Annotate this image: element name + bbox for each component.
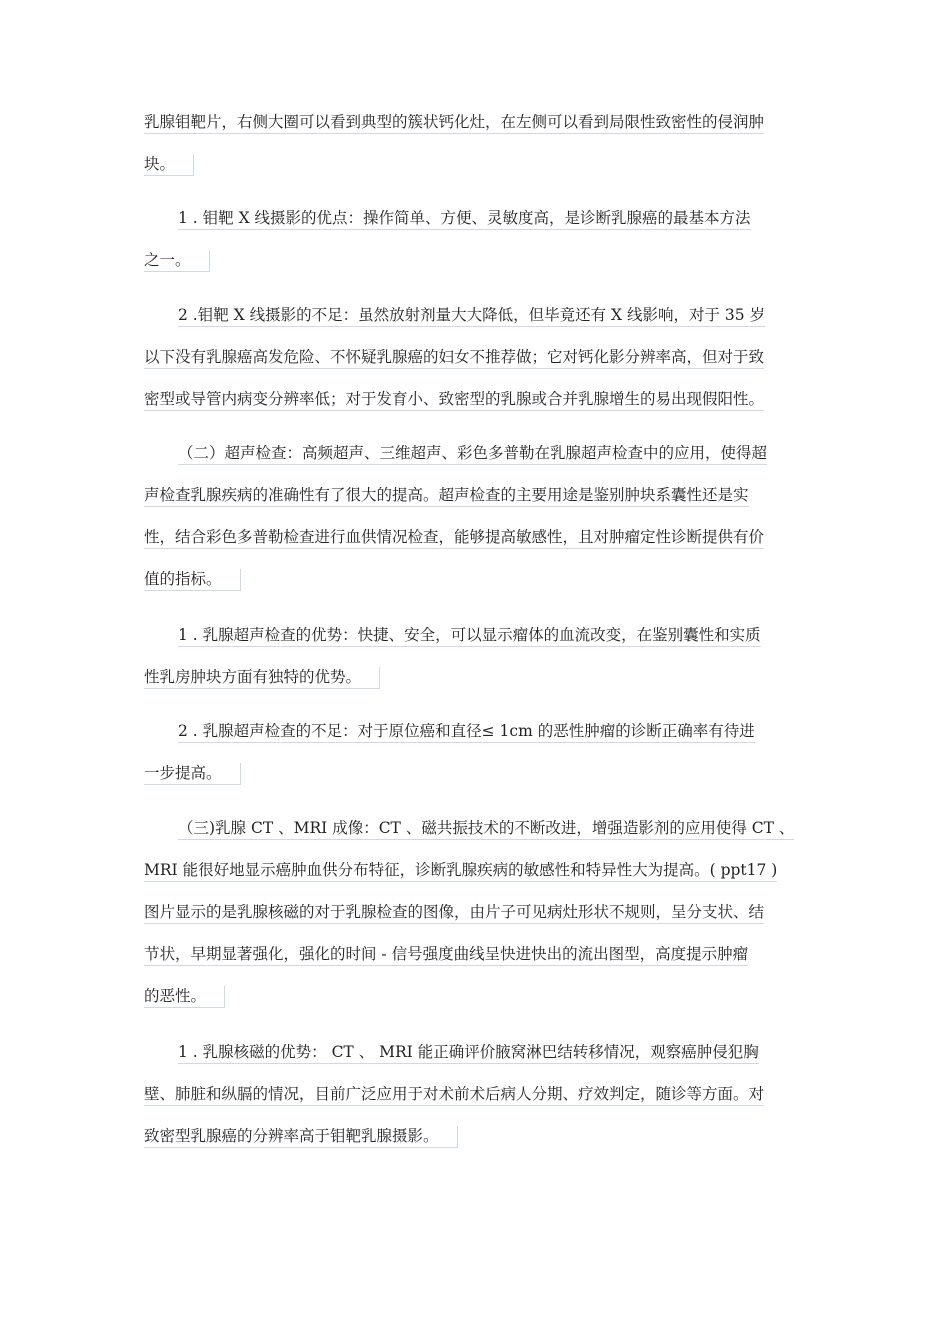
text-line: 节状，早期显著强化，强化的时间 - 信号强度曲线呈快进快出的流出图型，高度提示肿瘤 [144, 933, 794, 975]
text-line: 2 .钼靶 X 线摄影的不足：虽然放射剂量大大降低，但毕竟还有 X 线影响，对于 35 岁 [144, 294, 765, 336]
text-line: 一步提高。 [144, 752, 755, 794]
text-line: 值的指标。 [144, 558, 767, 600]
paragraph-mammography-limitations [144, 294, 765, 420]
text-line: 乳腺钼靶片，右侧大圈可以看到典型的簇状钙化灶，在左侧可以看到局限性致密性的侵润肿 [144, 101, 764, 143]
paragraph-mammography-caption [144, 101, 764, 185]
text-line: 以下没有乳腺癌高发危险、不怀疑乳腺癌的妇女不推荐做；它对钙化影分辨率高，但对于致 [144, 336, 765, 378]
paragraph-ultrasound-advantages [144, 614, 761, 698]
text-line: 性，结合彩色多普勒检查进行血供情况检查，能够提高敏感性，且对肿瘤定性诊断提供有价 [144, 516, 767, 558]
text-line: 之一。 [144, 239, 751, 281]
text-line: 块。 [144, 143, 764, 185]
text-line: MRI 能很好地显示癌肿血供分布特征，诊断乳腺疾病的敏感性和特异性大为提高。( ppt17 ) [144, 849, 794, 891]
text-line: 致密型乳腺癌的分辨率高于钼靶乳腺摄影。 [144, 1115, 764, 1157]
text-line: （三)乳腺 CT 、MRI 成像：CT 、磁共振技术的不断改进，增强造影剂的应用使得 CT 、 [144, 807, 794, 849]
text-line: 1 . 乳腺核磁的优势： CT 、 MRI 能正确评价腋窝淋巴结转移情况，观察癌肿侵犯胸 [144, 1031, 764, 1073]
text-line: 2 . 乳腺超声检查的不足：对于原位癌和直径≤ 1cm 的恶性肿瘤的诊断正确率有待进 [144, 710, 755, 752]
text-line: （二）超声检查：高频超声、三维超声、彩色多普勒在乳腺超声检查中的应用，使得超 [144, 432, 767, 474]
text-line: 图片显示的是乳腺核磁的对于乳腺检查的图像，由片子可见病灶形状不规则，呈分支状、结 [144, 891, 794, 933]
paragraph-mri-advantages [144, 1031, 764, 1157]
text-line: 壁、肺脏和纵膈的情况，目前广泛应用于对术前术后病人分期、疗效判定，随诊等方面。对 [144, 1073, 764, 1115]
text-line: 性乳房肿块方面有独特的优势。 [144, 656, 761, 698]
text-line: 密型或导管内病变分辨率低；对于发育小、致密型的乳腺或合并乳腺增生的易出现假阳性。 [144, 378, 765, 420]
text-line: 1 . 乳腺超声检查的优势：快捷、安全，可以显示瘤体的血流改变，在鉴别囊性和实质 [144, 614, 761, 656]
text-line: 的恶性。 [144, 975, 794, 1017]
paragraph-ultrasound-overview [144, 432, 767, 600]
text-line: 声检查乳腺疾病的准确性有了很大的提高。超声检查的主要用途是鉴别肿块系囊性还是实 [144, 474, 767, 516]
paragraph-ct-mri-overview [144, 807, 794, 1017]
text-line: 1 . 钼靶 X 线摄影的优点：操作简单、方便、灵敏度高，是诊断乳腺癌的最基本方法 [144, 197, 751, 239]
paragraph-ultrasound-limitations [144, 710, 755, 794]
paragraph-mammography-advantages [144, 197, 751, 281]
